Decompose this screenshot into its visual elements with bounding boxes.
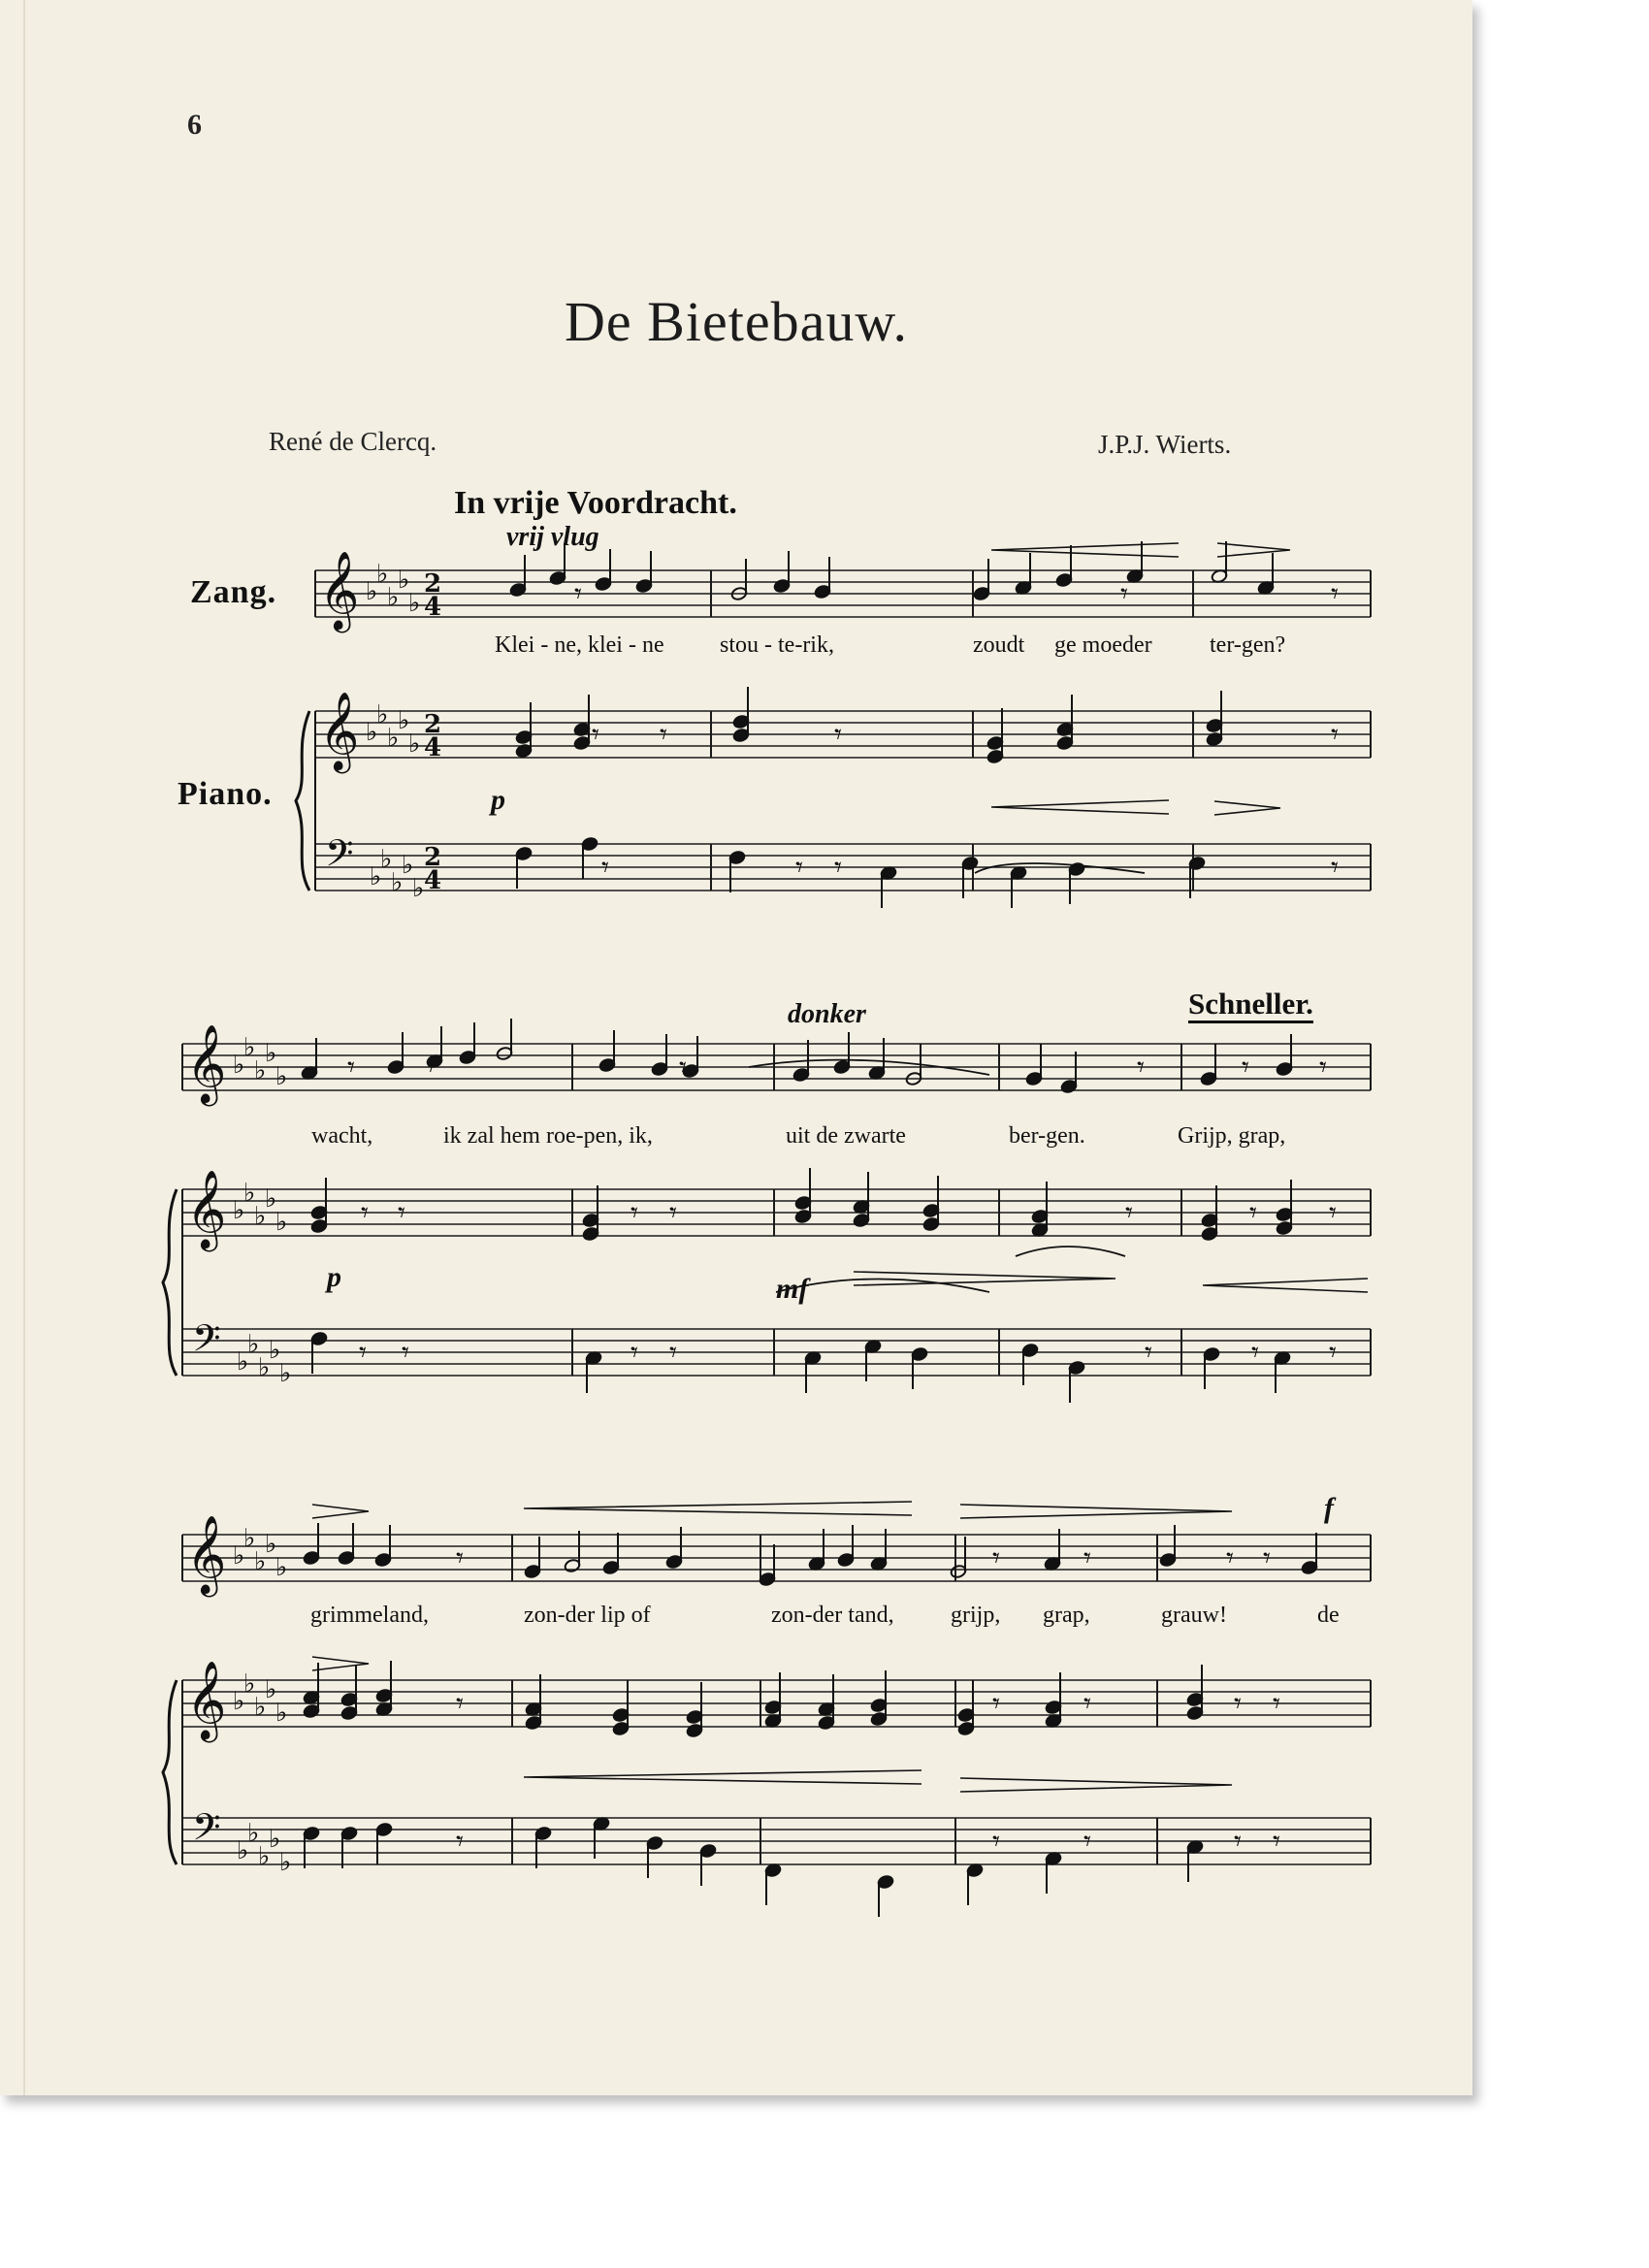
treble-clef-icon: 𝄞 [186,1660,227,1739]
rest-icon: 𝄾 [669,1196,677,1230]
flat-icon: ♭ [275,1208,288,1237]
decrescendo-hairpin [312,1657,369,1670]
flat-icon: ♭ [408,589,421,618]
lyric-syllable: wacht, [311,1123,373,1149]
rest-icon: 𝄾 [660,718,667,752]
flat-icon: ♭ [398,566,410,595]
rest-icon: 𝄾 [1331,718,1339,752]
rest-icon: 𝄾 [1273,1825,1280,1859]
lyric-syllable: grijp, [951,1603,1001,1628]
slur [776,1280,989,1293]
tempo-marking: In vrije Voordracht. [454,485,737,521]
rest-icon: 𝄾 [1137,1051,1145,1085]
lyric-syllable: Klei - ne, klei - ne [495,632,664,658]
lyric-syllable: zon-der tand, [771,1603,894,1628]
bass-clef-icon: 𝄢 [192,1805,221,1858]
flat-icon: ♭ [279,1848,292,1877]
bass-clef-icon: 𝄢 [192,1316,221,1369]
crescendo-hairpin [1203,1279,1368,1292]
flat-icon: ♭ [237,1347,249,1377]
flat-icon: ♭ [387,583,400,612]
flat-icon: ♭ [279,1359,292,1388]
flat-icon: ♭ [391,868,404,897]
flat-icon: ♭ [370,862,382,891]
lyric-syllable: grimmeland, [310,1603,429,1628]
flat-icon: ♭ [265,1184,277,1214]
rest-icon: 𝄾 [1125,1196,1133,1230]
time-signature: 2 [424,843,442,872]
rest-icon: 𝄾 [1251,1336,1259,1370]
lyric-syllable: ik zal hem roe-pen, ik, [443,1123,653,1149]
lyric-syllable: stou - te-rik, [720,632,834,658]
treble-clef-icon: 𝄞 [186,1169,227,1248]
flat-icon: ♭ [237,1836,249,1865]
rest-icon: 𝄾 [834,851,842,885]
rest-icon: 𝄾 [1329,1336,1337,1370]
crescendo-hairpin [991,800,1169,814]
lyric-syllable: Grijp, grap, [1178,1123,1286,1149]
crescendo-hairpin [524,1502,912,1515]
rest-icon: 𝄾 [1226,1541,1234,1575]
flat-icon: ♭ [376,700,389,729]
rest-icon: 𝄾 [1083,1825,1091,1859]
rest-icon: 𝄾 [1083,1687,1091,1721]
rest-icon: 𝄾 [347,1051,355,1085]
rest-icon: 𝄾 [427,1051,435,1085]
treble-clef-icon: 𝄞 [319,550,360,630]
voice-label: Zang. [190,574,277,610]
treble-clef-icon: 𝄞 [319,691,360,770]
rest-icon: 𝄾 [601,851,609,885]
flat-icon: ♭ [269,1825,281,1854]
page-number: 6 [187,109,202,141]
bass-clef-icon: 𝄢 [325,831,354,884]
lyric-syllable: zoudt [973,632,1025,658]
rest-icon: 𝄾 [834,718,842,752]
time-signature: 2 [424,710,442,739]
rest-icon: 𝄾 [795,851,803,885]
decrescendo-hairpin [1217,543,1290,557]
rest-icon: 𝄾 [359,1336,367,1370]
time-signature: 4 [424,866,442,895]
lyric-syllable: grap, [1043,1603,1090,1628]
rest-icon: 𝄾 [1329,1196,1337,1230]
rest-icon: 𝄾 [592,718,599,752]
flat-icon: ♭ [247,1330,260,1359]
flat-icon: ♭ [269,1336,281,1365]
flat-icon: ♭ [380,845,393,874]
rest-icon: 𝄾 [1234,1687,1242,1721]
piano-label: Piano. [178,776,273,812]
flat-icon: ♭ [275,1553,288,1582]
rest-icon: 𝄾 [1249,1196,1257,1230]
lyric-syllable: grauw! [1161,1603,1227,1628]
time-signature: 2 [424,569,442,599]
flat-icon: ♭ [366,718,378,747]
rest-icon: 𝄾 [456,1541,464,1575]
flat-icon: ♭ [275,1699,288,1728]
flat-icon: ♭ [412,874,425,903]
rest-icon: 𝄾 [1145,1336,1152,1370]
rest-icon: 𝄾 [1319,1051,1327,1085]
decrescendo-hairpin [960,1505,1232,1518]
flat-icon: ♭ [233,1051,245,1080]
flat-icon: ♭ [265,1675,277,1704]
rest-icon: 𝄾 [992,1825,1000,1859]
rest-icon: 𝄾 [669,1336,677,1370]
flat-icon: ♭ [243,1179,256,1208]
rest-icon: 𝄾 [574,577,582,611]
flat-icon: ♭ [247,1819,260,1848]
treble-clef-icon: 𝄞 [186,1023,227,1103]
flat-icon: ♭ [275,1062,288,1091]
expression-vrij-vlug: vrij vlug [506,522,599,552]
rest-icon: 𝄾 [398,1196,405,1230]
decrescendo-hairpin [960,1778,1232,1792]
rest-icon: 𝄾 [992,1687,1000,1721]
flat-icon: ♭ [366,577,378,606]
expression-donker: donker [788,999,866,1029]
flat-icon: ♭ [243,1033,256,1062]
dynamic-p: p [327,1261,341,1293]
rest-icon: 𝄾 [630,1196,638,1230]
lyric-syllable: ter-gen? [1210,632,1286,658]
tempo-change: Schneller. [1188,988,1313,1023]
flat-icon: ♭ [233,1687,245,1716]
composer: J.P.J. Wierts. [1098,430,1232,459]
flat-icon: ♭ [254,1202,267,1231]
treble-clef-icon: 𝄞 [186,1514,227,1594]
rest-icon: 𝄾 [1234,1825,1242,1859]
rest-icon: 𝄾 [630,1336,638,1370]
flat-icon: ♭ [243,1524,256,1553]
time-signature: 4 [424,733,442,762]
flat-icon: ♭ [376,560,389,589]
flat-icon: ♭ [402,851,414,880]
piano-brace [163,1680,177,1864]
rest-icon: 𝄾 [1273,1687,1280,1721]
rest-icon: 𝄾 [1331,577,1339,611]
slur [975,863,1145,873]
rest-icon: 𝄾 [1263,1541,1271,1575]
flat-icon: ♭ [243,1669,256,1699]
decrescendo-hairpin [1214,801,1280,815]
rest-icon: 𝄾 [456,1687,464,1721]
flat-icon: ♭ [233,1541,245,1571]
flat-icon: ♭ [254,1547,267,1576]
crescendo-hairpin [991,543,1179,557]
song-title: De Bietebauw. [565,290,908,353]
lyric-syllable: uit de zwarte [786,1123,906,1149]
lyric-syllable: ber-gen. [1009,1123,1085,1149]
flat-icon: ♭ [398,706,410,735]
rest-icon: 𝄾 [1083,1541,1091,1575]
flat-icon: ♭ [254,1693,267,1722]
flat-icon: ♭ [408,729,421,759]
flat-icon: ♭ [387,724,400,753]
lyric-syllable: zon-der lip of [524,1603,651,1628]
piano-brace [163,1189,177,1376]
flat-icon: ♭ [265,1039,277,1068]
lyric-syllable: ge moeder [1054,632,1152,658]
dynamic-f: f [1324,1492,1334,1524]
rest-icon: 𝄾 [402,1336,409,1370]
lyricist: René de Clercq. [269,427,437,456]
flat-icon: ♭ [258,1842,271,1871]
slur [1016,1247,1125,1256]
time-signature: 4 [424,593,442,622]
flat-icon: ♭ [265,1530,277,1559]
dynamic-p: p [491,784,505,816]
rest-icon: 𝄾 [1242,1051,1249,1085]
flat-icon: ♭ [254,1056,267,1085]
lyric-syllable: de [1317,1603,1340,1628]
rest-icon: 𝄾 [1331,851,1339,885]
rest-icon: 𝄾 [992,1541,1000,1575]
flat-icon: ♭ [258,1353,271,1382]
dynamic-mf: mf [776,1273,809,1305]
rest-icon: 𝄾 [456,1825,464,1859]
decrescendo-hairpin [312,1505,369,1518]
piano-brace [296,711,309,891]
rest-icon: 𝄾 [1120,577,1128,611]
flat-icon: ♭ [233,1196,245,1225]
rest-icon: 𝄾 [679,1051,687,1085]
crescendo-hairpin [524,1770,922,1784]
rest-icon: 𝄾 [361,1196,369,1230]
